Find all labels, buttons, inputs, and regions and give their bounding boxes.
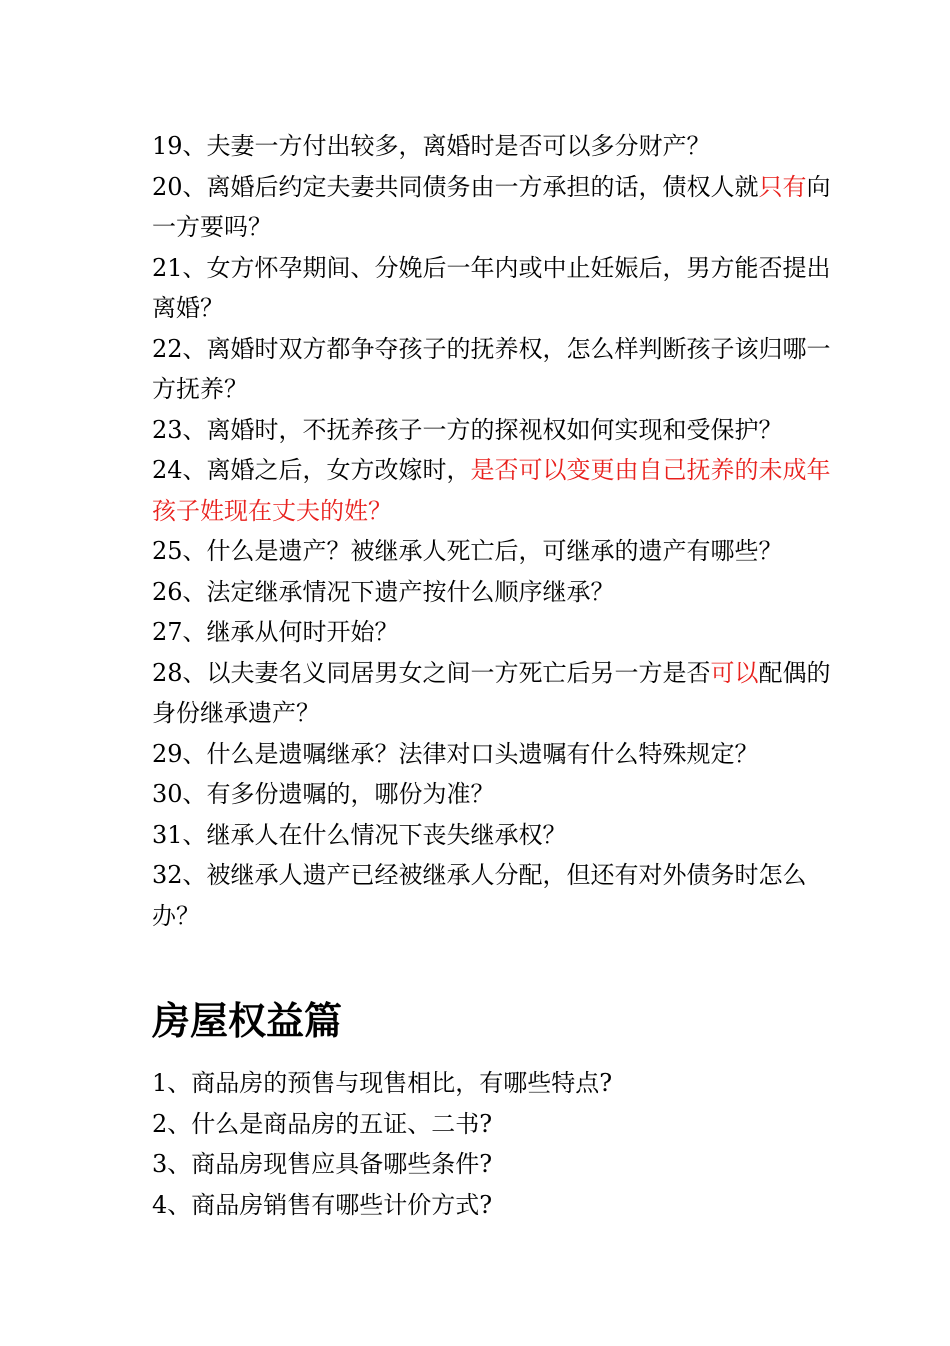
question-item [152, 531, 842, 572]
housing-question-list [152, 1063, 842, 1225]
question-text: 32、被继承人遗产已经被继承人分配，但还有对外债务时怎么办？ [152, 861, 807, 930]
highlighted-text: 只有 [758, 172, 807, 201]
question-text: 25、什么是遗产？被继承人死亡后，可继承的遗产有哪些？ [152, 537, 783, 565]
housing-question-item: 3、商品房现售应具备哪些条件? [152, 1150, 493, 1178]
housing-question-item: 4、商品房销售有哪些计价方式? [152, 1190, 493, 1219]
highlighted-text: 可以 [710, 658, 759, 687]
question-text: 20、离婚后约定夫妻共同债务由一方承担的话，债权人就 [152, 172, 759, 201]
question-item [152, 329, 842, 410]
question-item [152, 450, 842, 531]
inheritance-question-list [152, 126, 842, 936]
question-text: 24、离婚之后，女方改嫁时， [152, 456, 471, 484]
question-item [152, 815, 842, 856]
question-text: 配偶的身份继承遗产？ [152, 658, 831, 727]
question-text: 21、女方怀孕期间、分娩后一年内或中止妊娠后，男方能否提出离婚？ [152, 253, 831, 322]
question-text: 22、离婚时双方都争夺孩子的抚养权，怎么样判断孩子该归哪一方抚养？ [152, 334, 831, 403]
question-text: 26、法定继承情况下遗产按什么顺序继承？ [152, 577, 615, 606]
question-item [152, 126, 842, 167]
question-item [152, 248, 842, 329]
question-item [152, 855, 842, 936]
question-item [152, 167, 842, 248]
question-text: 30、有多份遗嘱的，哪份为准？ [152, 780, 495, 808]
question-text: 31、继承人在什么情况下丧失继承权？ [152, 820, 567, 849]
question-text: 19、夫妻一方付出较多，离婚时是否可以多分财产？ [152, 132, 711, 160]
highlighted-text: 是否可以变更由自己抚养的未成年孩子姓现在丈夫的姓？ [152, 456, 831, 525]
question-text: 23、离婚时，不抚养孩子一方的探视权如何实现和受保护？ [152, 415, 783, 444]
question-item [152, 572, 842, 613]
question-item [152, 612, 842, 653]
question-item [152, 774, 842, 815]
housing-question-item: 2、什么是商品房的五证、二书? [152, 1109, 493, 1138]
question-text: 29、什么是遗嘱继承？法律对口头遗嘱有什么特殊规定？ [152, 739, 759, 768]
question-item [152, 653, 842, 734]
question-text: 27、继承从何时开始？ [152, 618, 399, 646]
question-item [152, 410, 842, 451]
question-text: 向一方要吗？ [152, 172, 831, 241]
section-title: 房屋权益篇 [152, 999, 343, 1043]
question-item [152, 734, 842, 775]
housing-question-item: 1、商品房的预售与现售相比，有哪些特点? [152, 1069, 613, 1097]
question-text: 28、以夫妻名义同居男女之间一方死亡后另一方是否 [152, 658, 711, 687]
